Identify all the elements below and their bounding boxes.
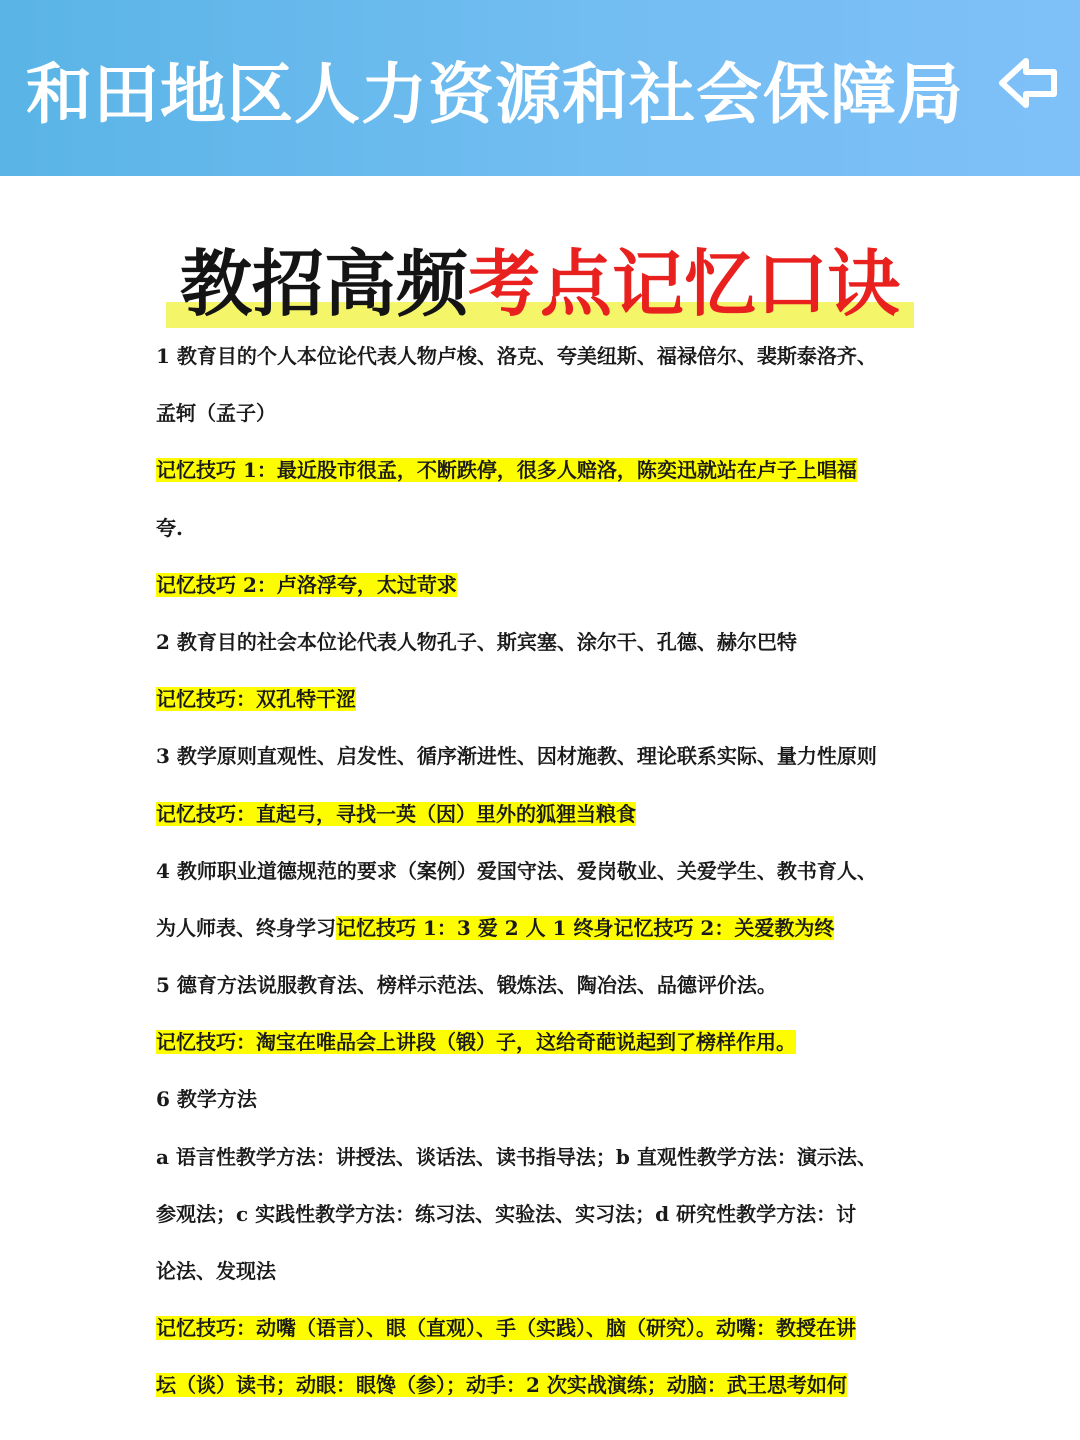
text-line <box>156 328 956 385</box>
content-text: 4 教师职业道德规范的要求（案例）爱国守法、爱岗敬业、关爱学生、教书育人、 <box>156 858 877 883</box>
text-line <box>156 614 956 671</box>
memory-tip-text: 记忆技巧：直起弓，寻找一英（因）里外的狐狸当粮食 <box>156 801 636 826</box>
memory-tip-text: 记忆技巧 1：3 爱 2 人 1 终身记忆技巧 2：关爱教为终 <box>336 915 835 940</box>
text-line <box>156 957 956 1014</box>
text-line <box>156 1071 956 1128</box>
title-text <box>180 241 900 326</box>
text-line <box>156 1357 956 1414</box>
content-text: a 语言性教学方法：讲授法、谈话法、读书指导法；b 直观性教学方法：演示法、 <box>156 1144 877 1169</box>
memory-tip-text: 坛（谈）读书；动眼：眼馋（参）；动手：2 次实战演练；动脑：武王思考如何 <box>156 1373 847 1398</box>
title-wrapper <box>166 226 914 330</box>
memory-tip-text: 记忆技巧 1：最近股市很孟，不断跌停，很多人赔洛，陈奕迅就站在卢子上唱福 <box>156 458 857 483</box>
content-text: 6 教学方法 <box>156 1087 257 1112</box>
text-line <box>156 500 956 557</box>
text-line <box>156 900 956 957</box>
text-line <box>156 1014 956 1071</box>
back-arrow-icon[interactable] <box>996 52 1062 114</box>
text-line <box>156 671 956 728</box>
text-line <box>156 1129 956 1186</box>
memory-tip-text: 记忆技巧：双孔特干涩 <box>156 687 356 712</box>
text-line <box>156 1186 956 1243</box>
memory-tip-text: 记忆技巧 2：卢洛浮夸，太过苛求 <box>156 572 457 597</box>
text-line <box>156 786 956 843</box>
memory-tip-text: 记忆技巧：动嘴（语言）、眼（直观）、手（实践）、脑（研究）。动嘴：教授在讲 <box>156 1316 856 1341</box>
memory-tip-text: 记忆技巧：淘宝在唯品会上讲段（锻）子，这给奇葩说起到了榜样作用。 <box>156 1030 796 1055</box>
text-line <box>156 1243 956 1300</box>
content-text: 论法、发现法 <box>156 1259 276 1283</box>
content-text: 为人师表、终身学习 <box>156 915 336 940</box>
text-line <box>156 1300 956 1357</box>
text-line <box>156 557 956 614</box>
content-text: 1 教育目的个人本位论代表人物卢梭、洛克、夸美纽斯、福禄倍尔、裴斯泰洛齐、 <box>156 344 877 368</box>
text-line <box>156 385 956 442</box>
content-text: 参观法；c 实践性教学方法：练习法、实验法、实习法；d 研究性教学方法：讨 <box>156 1201 857 1226</box>
text-line <box>156 728 956 785</box>
document-title <box>0 226 1080 330</box>
content-text: 孟轲（孟子） <box>156 401 276 426</box>
content-text: 3 教学原则直观性、启发性、循序渐进性、因材施教、理论联系实际、量力性原则 <box>156 744 877 769</box>
document-content <box>156 328 956 1415</box>
text-line <box>156 843 956 900</box>
title-part-black: 教招高频 <box>179 241 468 326</box>
text-line <box>156 442 956 499</box>
header-title: 和田地区人力资源和社会保障局 <box>26 55 964 133</box>
content-text: 夸. <box>156 515 183 540</box>
header-banner <box>0 0 1080 176</box>
title-part-red: 考点记忆口诀 <box>468 241 901 326</box>
content-text: 5 德育方法说服教育法、榜样示范法、锻炼法、陶冶法、品德评价法。 <box>156 973 777 998</box>
content-text: 2 教育目的社会本位论代表人物孔子、斯宾塞、涂尔干、孔德、赫尔巴特 <box>156 629 797 654</box>
